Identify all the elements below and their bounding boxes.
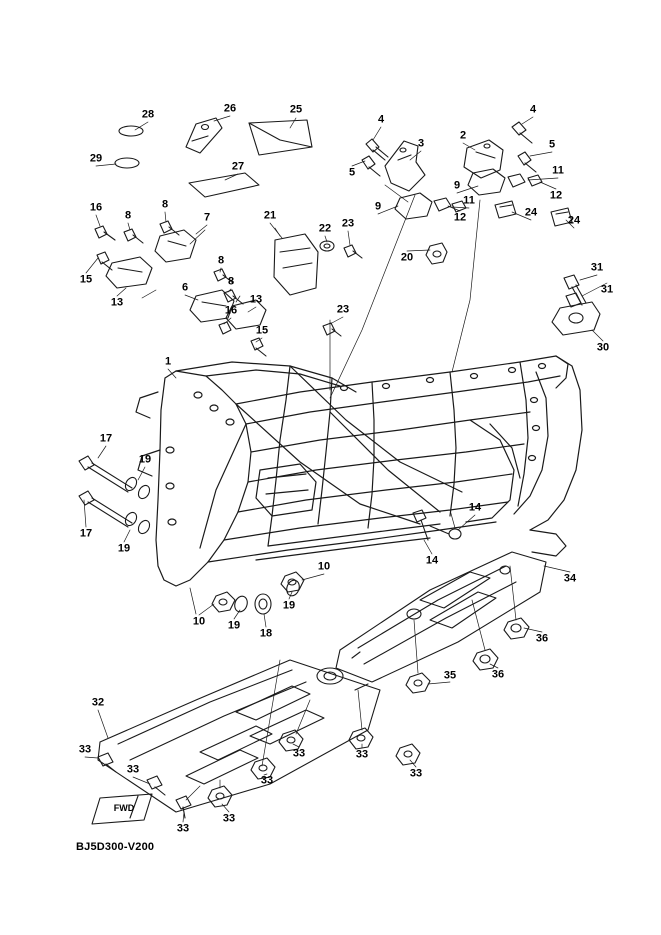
callout-number: 33 — [260, 774, 274, 787]
callout-number: 10 — [192, 615, 206, 628]
callout-number: 21 — [263, 209, 277, 222]
part-33-nut-e — [396, 744, 420, 765]
callout-number: 27 — [231, 160, 245, 173]
callout-number: 5 — [548, 138, 556, 151]
part-36-nut-b — [473, 649, 498, 670]
callout-number: 3 — [417, 137, 425, 150]
callout-number: 33 — [78, 743, 92, 756]
part-16-bolt-a — [95, 226, 115, 240]
callout-number: 7 — [203, 211, 211, 224]
part-32-front-skid-plate — [98, 660, 380, 812]
callout-number: 13 — [249, 293, 263, 306]
callout-number: 8 — [161, 198, 169, 211]
part-10-nut-a — [281, 572, 304, 592]
callout-number: 36 — [535, 632, 549, 645]
part-25-cover — [249, 120, 312, 155]
part-17-bolt-b — [79, 491, 132, 527]
part-19-washer-f — [285, 578, 302, 597]
part-9-11-12-cluster-right — [468, 169, 542, 195]
callout-number: 2 — [459, 129, 467, 142]
part-20-fitting — [426, 243, 447, 264]
callout-number: 30 — [596, 341, 610, 354]
callout-number: 19 — [227, 619, 241, 632]
callout-number: 34 — [563, 572, 577, 585]
callout-number: 8 — [217, 254, 225, 267]
part-21-cover — [274, 234, 318, 295]
part-code-label: BJ5D300-V200 — [76, 841, 155, 853]
part-24-clip-left — [495, 201, 516, 218]
callout-number: 14 — [425, 554, 439, 567]
callout-number: 19 — [138, 453, 152, 466]
part-16-bolt-b — [219, 322, 231, 334]
part-1-main-frame — [136, 356, 582, 586]
part-23-bolt-a — [344, 245, 362, 258]
callout-number: 11 — [552, 164, 564, 177]
part-7-bracket — [155, 230, 196, 262]
callout-number: 8 — [227, 275, 235, 288]
part-19-washer-d — [136, 518, 152, 535]
callout-number: 28 — [141, 108, 155, 121]
callout-number: 35 — [443, 669, 457, 682]
callout-number: 9 — [453, 179, 461, 192]
callout-number: 9 — [374, 200, 382, 213]
part-30-plate — [552, 302, 600, 335]
callout-number: 24 — [567, 214, 581, 227]
part-19-washer-e — [233, 594, 250, 613]
callout-number: 33 — [126, 763, 140, 776]
callout-number: 8 — [124, 209, 132, 222]
callout-number: 26 — [223, 102, 237, 115]
callout-number: 29 — [89, 152, 103, 165]
callout-number: 31 — [590, 261, 604, 274]
callout-number: 23 — [336, 303, 350, 316]
fwd-direction-label: FWD — [113, 803, 135, 813]
part-8-bolt-b — [160, 221, 179, 235]
callout-number: 18 — [259, 627, 273, 640]
part-13-bracket-a — [106, 257, 152, 288]
part-23-bolt-b — [323, 323, 341, 336]
callout-number: 6 — [181, 281, 189, 294]
callout-number: 16 — [224, 304, 238, 317]
part-8-bolt-a — [124, 229, 143, 243]
callout-number: 36 — [491, 668, 505, 681]
callout-number: 17 — [99, 432, 113, 445]
callout-number: 23 — [341, 217, 355, 230]
part-35-nut — [406, 673, 430, 693]
callout-number: 1 — [164, 355, 172, 368]
part-22-grommet — [320, 241, 334, 251]
part-5-bolt-left — [362, 156, 380, 176]
callout-number: 32 — [91, 696, 105, 709]
callout-number: 15 — [255, 324, 269, 337]
callout-number: 25 — [289, 103, 303, 116]
callout-number: 22 — [318, 222, 332, 235]
part-18-collar-a — [255, 594, 271, 614]
callout-number: 15 — [79, 273, 93, 286]
callout-number: 10 — [317, 560, 331, 573]
callout-number: 13 — [110, 296, 124, 309]
callout-number: 31 — [600, 283, 614, 296]
part-19-washer-b — [136, 483, 152, 500]
part-29-washer — [115, 158, 139, 168]
callout-number: 12 — [549, 189, 563, 202]
part-33-bolt-b — [147, 776, 165, 795]
callout-number: 19 — [117, 542, 131, 555]
callout-number: 17 — [79, 527, 93, 540]
callout-number: 33 — [176, 822, 190, 835]
callout-number: 11 — [463, 194, 475, 207]
part-27-plate — [189, 173, 259, 197]
part-26-bracket — [186, 118, 222, 153]
callout-number: 33 — [222, 812, 236, 825]
callout-number: 20 — [400, 251, 414, 264]
callout-number: 24 — [524, 206, 538, 219]
callout-number: 5 — [348, 166, 356, 179]
part-4-bolt-right — [512, 122, 532, 143]
part-34-skid-plate — [336, 552, 549, 682]
part-10-nut-b — [212, 592, 235, 612]
callout-number: 4 — [529, 103, 537, 116]
callout-number: 33 — [355, 748, 369, 761]
part-33-bolt-a — [98, 753, 116, 772]
callout-number: 19 — [282, 599, 296, 612]
callout-number: 4 — [377, 113, 385, 126]
callout-number: 12 — [453, 211, 467, 224]
callout-number: 33 — [292, 747, 306, 760]
callout-number: 33 — [409, 767, 423, 780]
part-17-bolt-a — [79, 456, 132, 492]
callout-number: 14 — [468, 501, 482, 514]
part-5-bolt-right — [518, 152, 536, 172]
callout-number: 16 — [89, 201, 103, 214]
